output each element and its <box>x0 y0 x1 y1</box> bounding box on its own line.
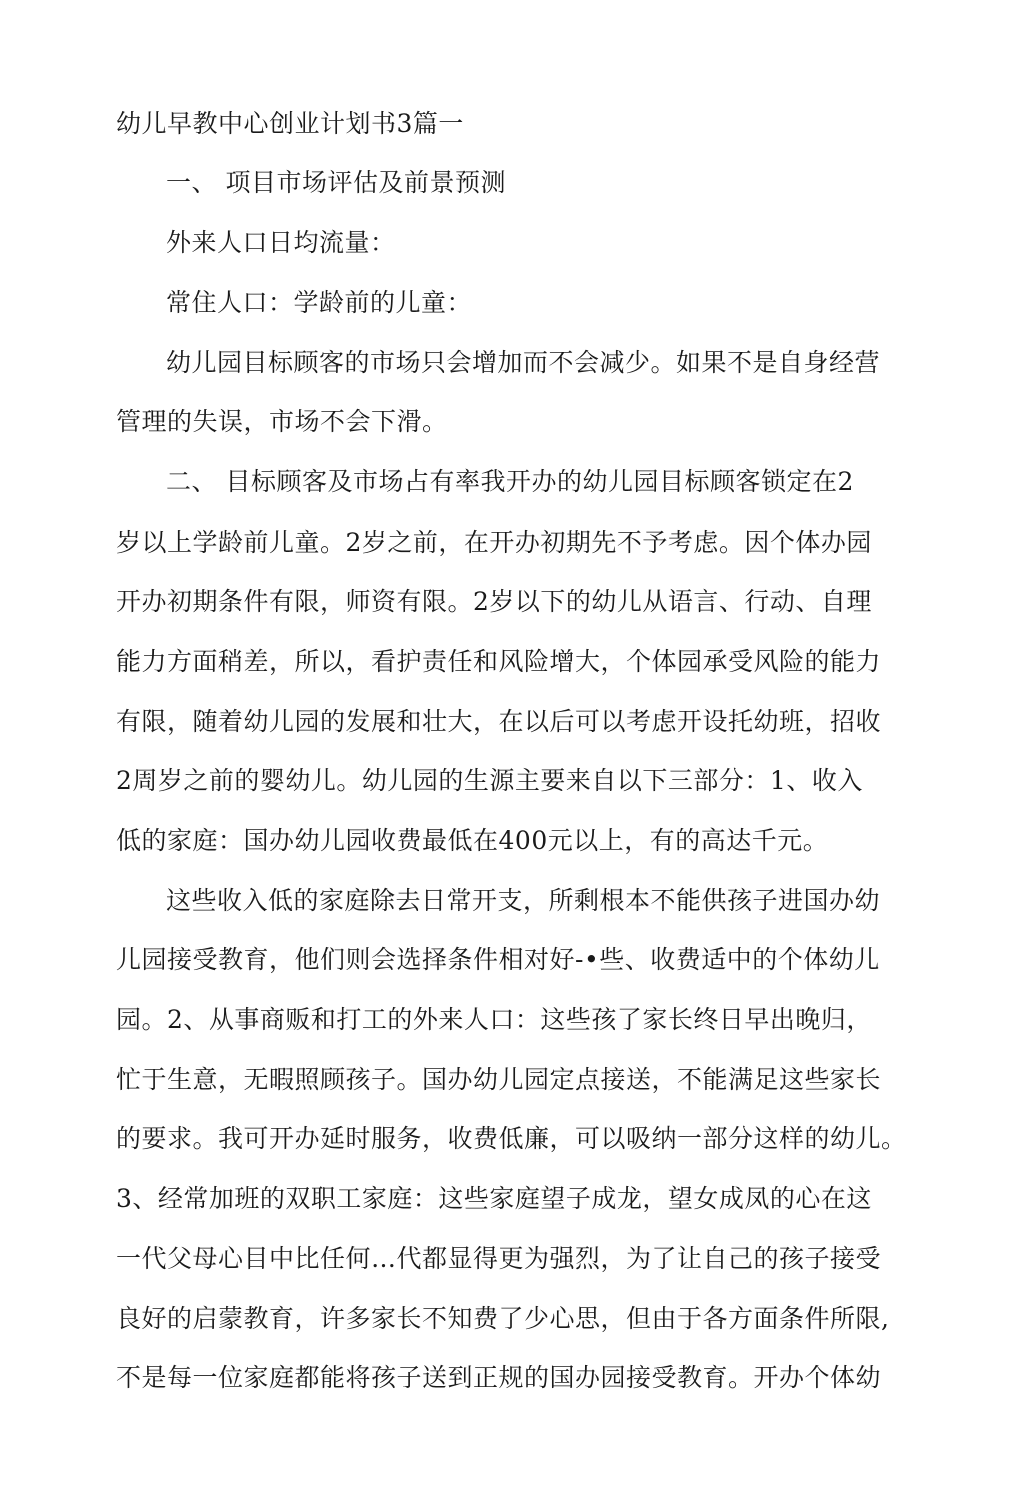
paragraph-line: 常住人口：学龄前的儿童： <box>166 288 473 317</box>
paragraph-line: 能力方面稍差，所以，看护责任和风险增大，个体园承受风险的能力 <box>116 647 882 676</box>
paragraph-line: 的要求。我可开办延时服务，收费低廉，可以吸纳一部分这样的幼儿。 <box>116 1124 907 1153</box>
paragraph-line: 低的家庭：国办幼儿园收费最低在400元以上，有的高达千元。 <box>116 826 829 855</box>
paragraph-line: 这些收入低的家庭除去日常开支，所剩根本不能供孩子进国办幼 <box>166 886 881 915</box>
paragraph-line: 园。2、从事商贩和打工的外来人口：这些孩了家长终日早出晚归， <box>116 1005 872 1034</box>
section-heading-1: 一、 项目市场评估及前景预测 <box>166 168 506 197</box>
paragraph-line: 开办初期条件有限，师资有限。2岁以下的幼儿从语言、行动、自理 <box>116 587 872 616</box>
paragraph-line: 3、经常加班的双职工家庭：这些家庭望子成龙，望女成凤的心在这 <box>116 1184 872 1213</box>
paragraph-line: 忙于生意，无暇照顾孩子。国办幼儿园定点接送，不能满足这些家长 <box>116 1065 882 1094</box>
paragraph-line: 外来人口日均流量： <box>166 228 396 257</box>
section-heading-2: 二、 目标顾客及市场占有率我开办的幼儿园目标顾客锁定在2 <box>166 467 854 496</box>
paragraph-line: 一代父母心目中比任何…代都显得更为强烈，为了让自己的孩子接受 <box>116 1244 882 1273</box>
paragraph-line: 有限，随着幼儿园的发展和壮大，在以后可以考虑开设托幼班，招收 <box>116 707 882 736</box>
paragraph-line: 儿园接受教育，他们则会选择条件相对好-•些、收费适中的个体幼儿 <box>116 945 880 974</box>
paragraph-line: 良好的启蒙教育，许多家长不知费了少心思，但由于各方面条件所限, <box>116 1304 890 1333</box>
paragraph-line: 幼儿园目标顾客的市场只会增加而不会减少。如果不是自身经营 <box>166 348 881 377</box>
paragraph-line: 不是每一位家庭都能将孩子送到正规的国办园接受教育。开办个体幼 <box>116 1363 882 1392</box>
document-title: 幼儿早教中心创业计划书3篇一 <box>116 109 464 138</box>
paragraph-line: 岁以上学龄前儿童。2岁之前，在开办初期先不予考虑。因个体办园 <box>116 528 872 557</box>
paragraph-line: 2周岁之前的婴幼儿。幼儿园的生源主要来自以下三部分：1、收入 <box>116 766 863 795</box>
paragraph-line: 管理的失误，市场不会下滑。 <box>116 407 448 436</box>
